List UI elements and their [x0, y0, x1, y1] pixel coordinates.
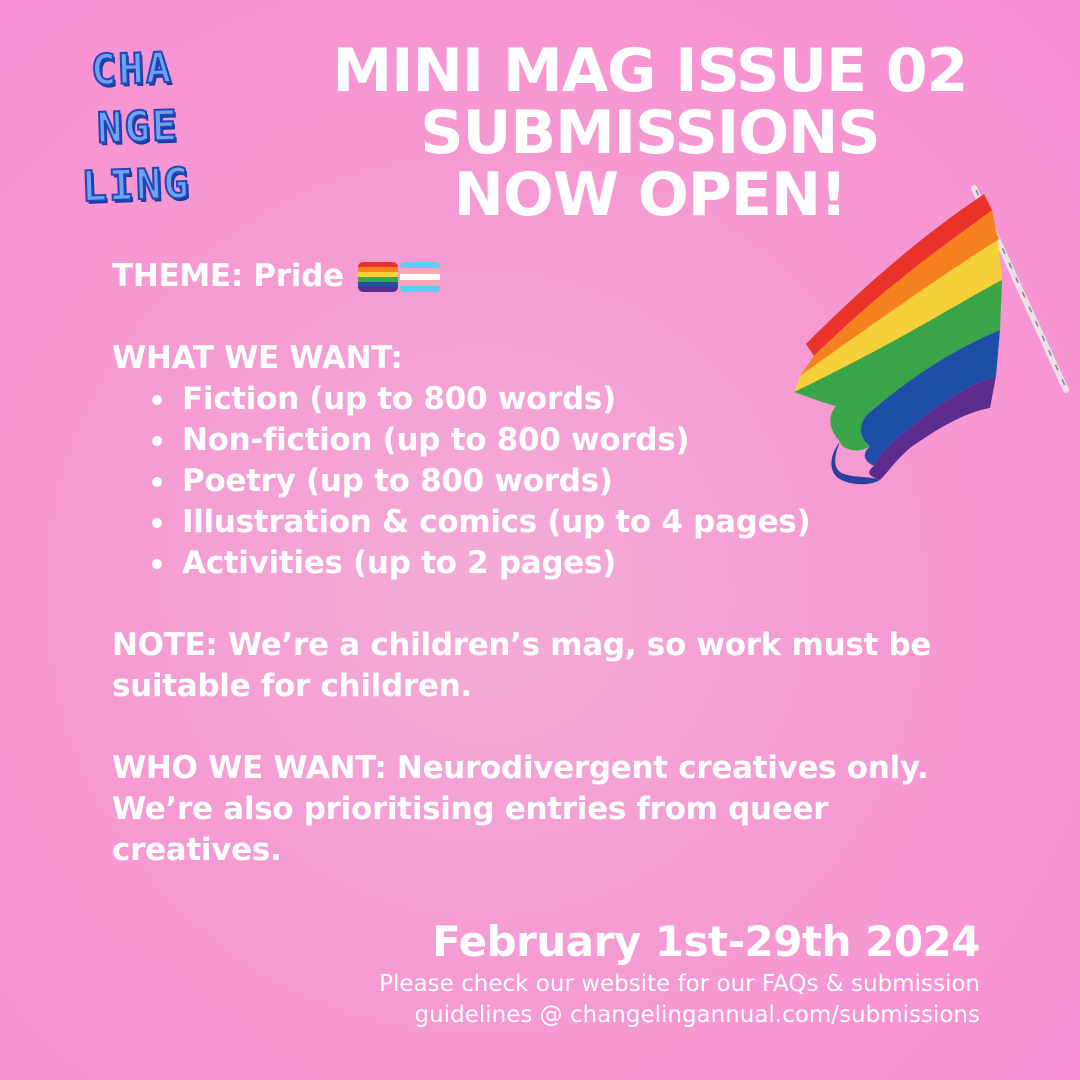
list-item: Activities (up to 2 pages): [152, 543, 1012, 584]
wants-heading: WHAT WE WANT:: [112, 340, 403, 376]
spacer: [112, 297, 1012, 338]
transgender-flag-icon: [400, 262, 440, 292]
changeling-logo: [67, 38, 213, 217]
wants-list: [112, 379, 1012, 584]
pride-icons: [358, 262, 440, 292]
guidelines-text: [220, 969, 980, 1031]
list-item: Non-fiction (up to 800 words): [152, 420, 1012, 461]
logo-line-3: LING: [80, 158, 192, 212]
list-item: Illustration & comics (up to 4 pages): [152, 502, 1012, 543]
theme-text: THEME: Pride: [112, 258, 344, 294]
guidelines-line-1: Please check our website for our FAQs & submission: [379, 971, 980, 997]
list-item: Poetry (up to 800 words): [152, 461, 1012, 502]
content: [112, 256, 1012, 871]
headline-line-2: SUBMISSIONS: [420, 98, 880, 168]
guidelines-line-2: guidelines @ changelingannual.com/submissions: [414, 1002, 980, 1028]
who-we-want-text: WHO WE WANT: Neurodivergent creatives only. We’re also prioritising entries from queer creatives.: [112, 750, 929, 868]
logo-line-2: NGE: [96, 100, 180, 153]
theme-row: [112, 256, 1012, 297]
spacer: [112, 584, 1012, 625]
spacer: [112, 707, 1012, 748]
headline-line-3: NOW OPEN!: [453, 160, 847, 230]
submission-dates: February 1st-29th 2024: [432, 917, 980, 966]
note-text: NOTE: We’re a children’s mag, so work must be suitable for children.: [112, 627, 932, 704]
logo-line-1: CHA: [90, 42, 174, 95]
rainbow-flag-icon: [358, 262, 398, 292]
headline-line-1: MINI MAG ISSUE 02: [332, 36, 968, 106]
footer: [220, 915, 980, 1031]
list-item: Fiction (up to 800 words): [152, 379, 1012, 420]
